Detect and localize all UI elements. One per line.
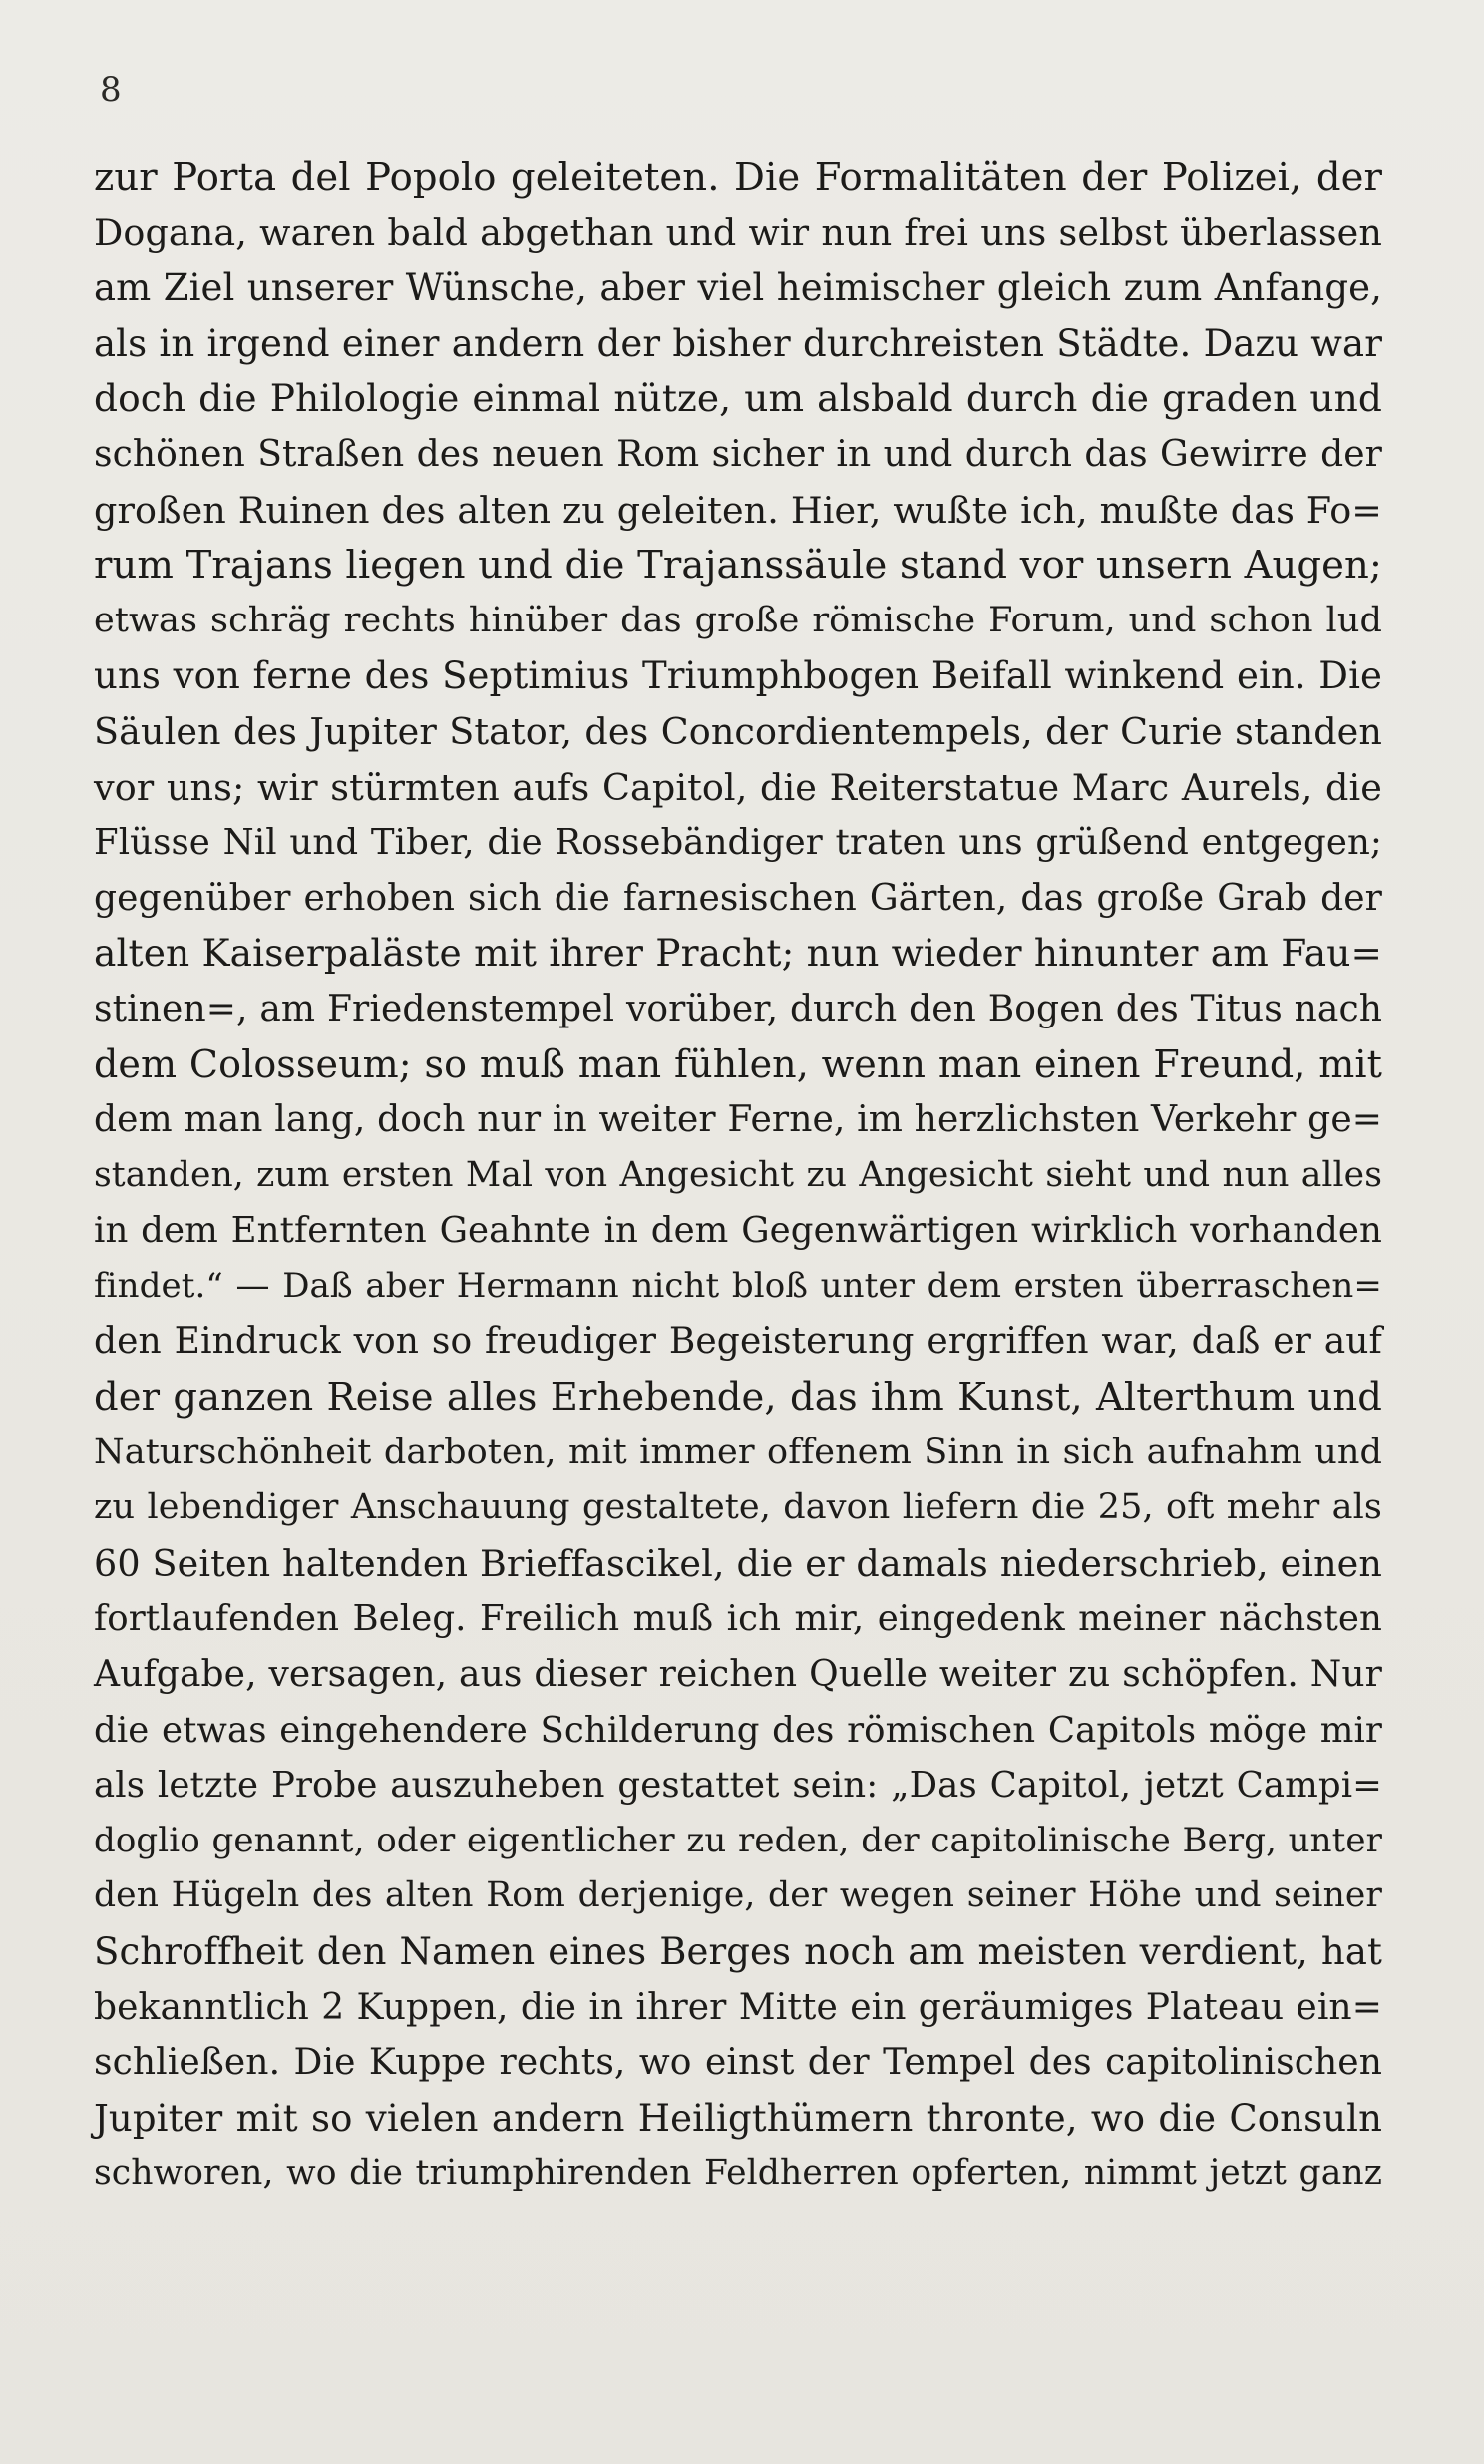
text-line: zu lebendiger Anschauung gestaltete, davon liefern die 25, oft mehr als — [94, 1487, 1382, 1528]
text-line: gegenüber erhoben sich die farnesischen Gärten, das große Grab der — [94, 877, 1382, 919]
text-line: der ganzen Reise alles Erhebende, das ihm Kunst, Alterthum und — [94, 1375, 1382, 1421]
text-line: etwas schräg rechts hinüber das große römische Forum, und schon lud — [94, 600, 1382, 640]
text-line: großen Ruinen des alten zu geleiten. Hier, wußte ich, mußte das Fo= — [94, 488, 1382, 532]
text-line: alten Kaiserpaläste mit ihrer Pracht; nun wieder hinunter am Fau= — [94, 931, 1382, 976]
text-line: stinen=, am Friedenstempel vorüber, durch den Bogen des Titus nach — [94, 988, 1382, 1029]
text-line: dem man lang, doch nur in weiter Ferne, im herzlichsten Verkehr ge= — [94, 1099, 1382, 1141]
text-line: dem Colosseum; so muß man fühlen, wenn man einen Freund, mit — [94, 1041, 1382, 1086]
text-line: schworen, wo die triumphirenden Feldherren opferten, nimmt jetzt ganz — [94, 2153, 1382, 2194]
text-line: Jupiter mit so vielen andern Heiligthümern thronte, wo die Consuln — [94, 2096, 1382, 2140]
text-line: Schroffheit den Namen eines Berges noch am meisten verdient, hat — [94, 1930, 1382, 1973]
text-line: als in irgend einer andern der bisher durchreisten Städte. Dazu war — [94, 321, 1382, 365]
text-line: 60 Seiten haltenden Brieffascikel, die er damals niederschrieb, einen — [94, 1541, 1382, 1585]
text-line: den Eindruck von so freudiger Begeisterung ergriffen war, daß er auf — [94, 1321, 1382, 1363]
text-line: zur Porta del Popolo geleiteten. Die Formalitäten der Polizei, der — [94, 155, 1382, 200]
text-line: rum Trajans liegen und die Trajanssäule stand vor unsern Augen; — [94, 543, 1382, 589]
text-line: schönen Straßen des neuen Rom sicher in und durch das Gewirre der — [94, 433, 1382, 475]
text-line: die etwas eingehendere Schilderung des römischen Capitols möge mir — [94, 1709, 1382, 1751]
text-line: Flüsse Nil und Tiber, die Rossebändiger traten uns grüßend entgegen; — [94, 822, 1382, 864]
text-line: vor uns; wir stürmten aufs Capitol, die Reiterstatue Marc Aurels, die — [94, 765, 1382, 809]
text-line: doch die Philologie einmal nütze, um alsbald durch die graden und — [94, 376, 1382, 421]
text-line: doglio genannt, oder eigentlicher zu reden, der capitolinische Berg, unter — [94, 1820, 1382, 1860]
page-number: 8 — [100, 70, 122, 110]
text-line: fortlaufenden Beleg. Freilich muß ich mir, eingedenk meiner nächsten — [94, 1598, 1382, 1640]
text-line: standen, zum ersten Mal von Angesicht zu Angesicht sieht und nun alles — [94, 1154, 1382, 1195]
text-line: den Hügeln des alten Rom derjenige, der wegen seiner Höhe und seiner — [94, 1875, 1382, 1916]
text-line: Aufgabe, versagen, aus dieser reichen Quelle weiter zu schöpfen. Nur — [94, 1654, 1382, 1696]
text-line: findet.“ — Daß aber Hermann nicht bloß unter dem ersten überraschen= — [94, 1265, 1382, 1306]
body-text — [94, 150, 1382, 2202]
text-line: in dem Entfernten Geahnte in dem Gegenwärtigen wirklich vorhanden — [94, 1210, 1382, 1252]
text-line: bekanntlich 2 Kuppen, die in ihrer Mitte ein geräumiges Plateau ein= — [94, 1986, 1382, 2028]
text-line: als letzte Probe auszuheben gestattet sein: „Das Capitol, jetzt Campi= — [94, 1765, 1382, 1807]
text-line: uns von ferne des Septimius Triumphbogen Beifall winkend ein. Die — [94, 654, 1382, 698]
text-line: am Ziel unserer Wünsche, aber viel heimischer gleich zum Anfange, — [94, 266, 1382, 310]
text-line: Dogana, waren bald abgethan und wir nun frei uns selbst überlassen — [94, 210, 1382, 254]
text-line: Naturschönheit darboten, mit immer offenem Sinn in sich aufnahm und — [94, 1432, 1382, 1472]
text-line: schließen. Die Kuppe rechts, wo einst der Tempel des capitolinischen — [94, 2042, 1382, 2084]
text-line: Säulen des Jupiter Stator, des Concordientempels, der Curie standen — [94, 709, 1382, 753]
